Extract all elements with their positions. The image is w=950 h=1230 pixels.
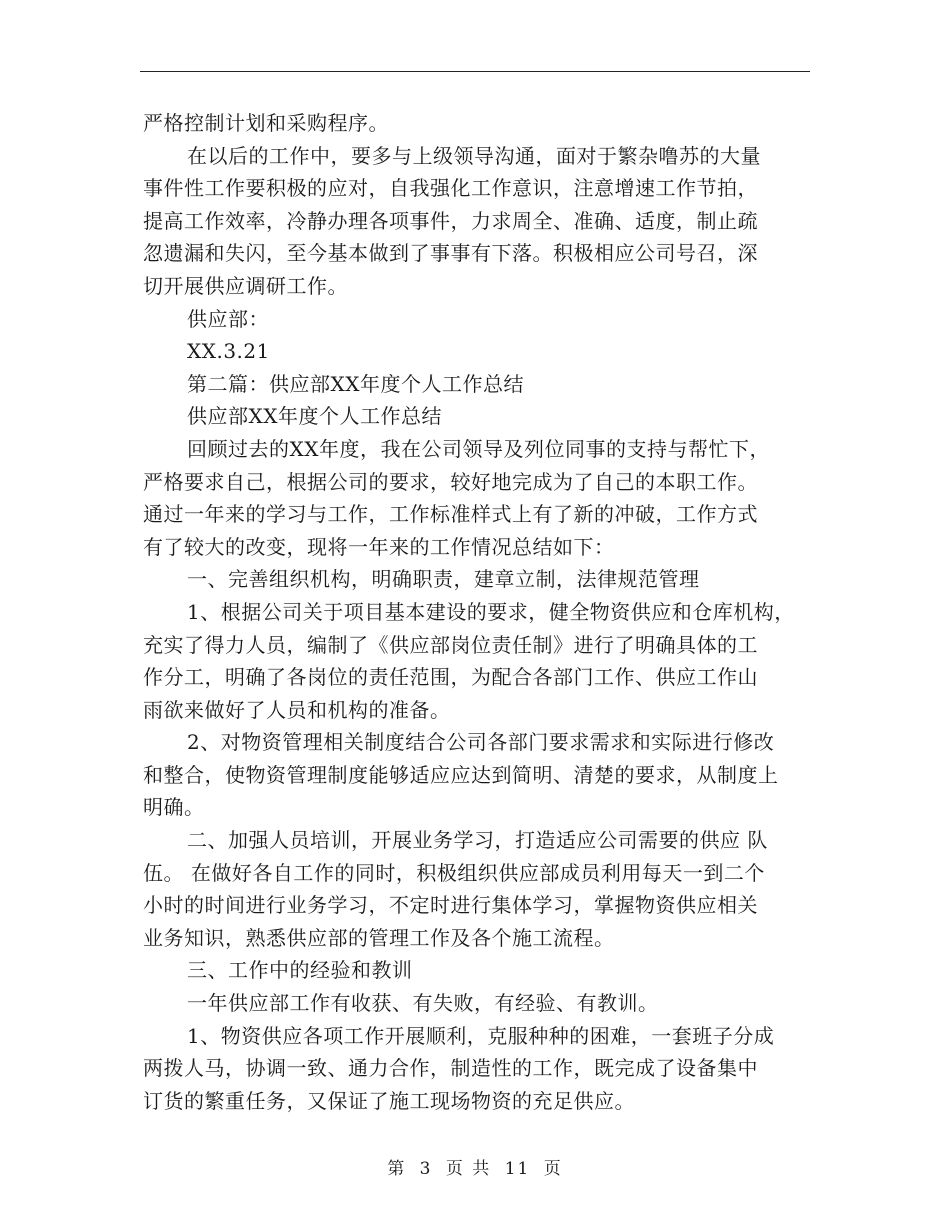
text-line: 事件性工作要积极的应对，自我强化工作意识，注意增速工作节拍， [143,176,758,201]
text-line: 充实了得力人员，编制了《供应部岗位责任制》进行了明确具体的工 [143,632,758,657]
text-line: 三、工作中的经验和教训 [187,958,413,983]
text-line: 第二篇：供应部XX年度个人工作总结 [187,371,524,396]
footer-prefix: 第 [387,1159,407,1179]
text-line: 回顾过去的XX年度，我在公司领导及列位同事的支持与帮忙下， [187,436,770,461]
text-line: 提高工作效率，冷静办理各项事件，力求周全、准确、适度，制止疏 [143,208,758,233]
footer-middle: 页 共 [445,1159,492,1179]
text-line: 两拨人马，协调一致、通力合作，制造性的工作，既完成了设备集中 [143,1056,758,1081]
current-page-number: 3 [419,1159,433,1179]
text-line: 2、对物资管理相关制度结合公司各部门要求需求和实际进行修改 [187,730,775,755]
total-pages-number: 11 [504,1159,531,1179]
text-line: 作分工，明确了各岗位的责任范围，为配合各部门工作、供应工作山 [143,665,758,690]
text-line: 一、完善组织机构，明确职责，建章立制，法律规范管理 [187,567,700,592]
text-line: 严格控制计划和采购程序。 [143,111,389,135]
text-line: 忽遗漏和失闪，至今基本做到了事事有下落。积极相应公司号召，深 [143,241,758,266]
text-line: 切开展供应调研工作。 [143,273,348,298]
footer-suffix: 页 [543,1159,563,1179]
text-line: 1、根据公司关于项目基本建设的要求，健全物资供应和仓库机构， [187,599,795,624]
text-line: XX.3.21 [187,339,270,364]
text-line: 伍。 在做好各自工作的同时，积极组织供应部成员利用每天一到二个 [143,860,765,885]
text-line: 供应部： [187,306,269,331]
document-body [143,107,818,1117]
text-line: 严格要求自己，根据公司的要求，较好地完成为了自己的本职工作。 [143,469,758,494]
text-line: 1、物资供应各项工作开展顺利，克服种种的困难，一套班子分成 [187,1023,775,1048]
text-line: 在以后的工作中，要多与上级领导沟通，面对于繁杂噜苏的大量 [187,143,761,168]
header-rule [140,71,810,72]
text-line: 供应部XX年度个人工作总结 [187,404,442,429]
text-line: 订货的繁重任务，又保证了施工现场物资的充足供应。 [143,1088,635,1113]
text-line: 有了较大的改变，现将一年来的工作情况总结如下： [143,534,615,559]
text-line: 一年供应部工作有收获、有失败，有经验、有教训。 [187,991,659,1016]
text-line: 明确。 [143,795,205,820]
text-line: 通过一年来的学习与工作，工作标准样式上有了新的冲破，工作方式 [143,502,758,527]
text-line: 雨欲来做好了人员和机构的准备。 [143,697,451,722]
page-footer [0,1154,950,1179]
text-line: 和整合，使物资管理制度能够适应应达到简明、清楚的要求，从制度上 [143,762,779,787]
text-line: 二、加强人员培训，开展业务学习，打造适应公司需要的供应 队 [187,828,768,853]
text-line: 小时的时间进行业务学习，不定时进行集体学习，掌握物资供应相关 [143,893,758,918]
text-line: 业务知识，熟悉供应部的管理工作及各个施工流程。 [143,925,615,950]
